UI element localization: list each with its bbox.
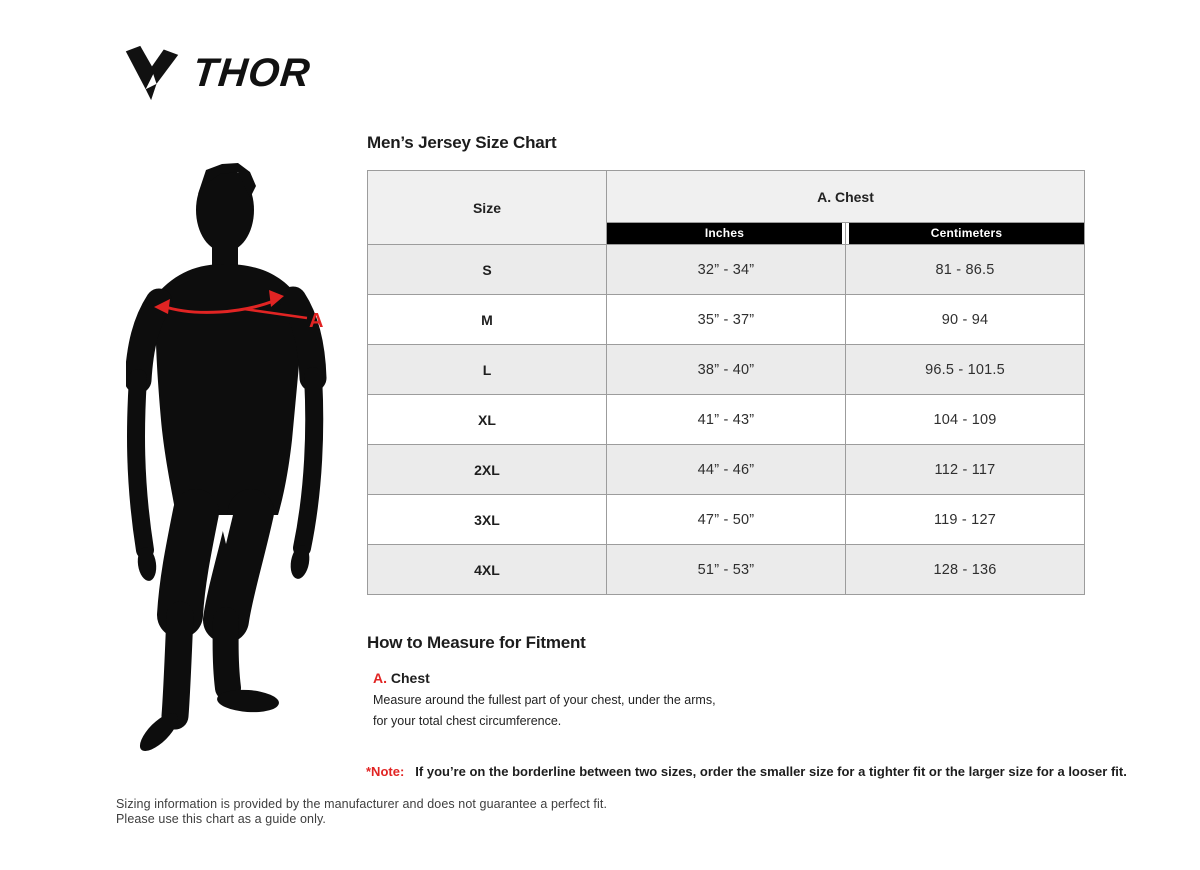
- inches-cell: 41” - 43”: [606, 395, 845, 445]
- size-cell: L: [368, 345, 607, 395]
- male-silhouette-icon: [126, 160, 331, 765]
- centimeters-cell: 119 - 127: [845, 495, 1084, 545]
- measure-item-title: [373, 670, 1087, 686]
- table-row: [368, 545, 1085, 595]
- measure-item-description: Measure around the fullest part of your chest, under the arms, for your total chest circumference.: [373, 693, 716, 728]
- centimeters-cell: 96.5 - 101.5: [845, 345, 1084, 395]
- centimeters-header: Centimeters: [849, 223, 1084, 244]
- centimeters-cell: 81 - 86.5: [845, 245, 1084, 295]
- footer-line-2: Please use this chart as a guide only.: [116, 811, 326, 826]
- table-row: [368, 495, 1085, 545]
- page-title: Men’s Jersey Size Chart: [367, 133, 557, 152]
- size-chart-table: [367, 170, 1085, 595]
- size-cell: 4XL: [368, 545, 607, 595]
- how-to-measure-section: [367, 633, 1087, 731]
- chest-label-a: A: [309, 310, 324, 332]
- inches-cell: 38” - 40”: [606, 345, 845, 395]
- centimeters-header-cell: [845, 223, 1084, 245]
- inches-header-cell: [606, 223, 845, 245]
- centimeters-cell: 112 - 117: [845, 445, 1084, 495]
- table-row: [368, 395, 1085, 445]
- table-row: [368, 245, 1085, 295]
- centimeters-cell: 90 - 94: [845, 295, 1084, 345]
- inches-cell: 47” - 50”: [606, 495, 845, 545]
- inches-cell: 35” - 37”: [606, 295, 845, 345]
- footer-line-1: Sizing information is provided by the manufacturer and does not guarantee a perfect fit.: [116, 797, 608, 811]
- size-chart-table-wrap: [367, 170, 1085, 595]
- inches-cell: 51” - 53”: [606, 545, 845, 595]
- inches-header: Inches: [607, 223, 842, 244]
- measure-heading: How to Measure for Fitment: [367, 633, 586, 652]
- inches-cell: 32” - 34”: [606, 245, 845, 295]
- table-row: [368, 345, 1085, 395]
- table-row: [368, 295, 1085, 345]
- size-cell: XL: [368, 395, 607, 445]
- size-cell: M: [368, 295, 607, 345]
- chest-group-header: A. Chest: [606, 171, 1084, 223]
- table-row: [368, 445, 1085, 495]
- centimeters-cell: 128 - 136: [845, 545, 1084, 595]
- body-silhouette-figure: [126, 160, 331, 765]
- centimeters-cell: 104 - 109: [845, 395, 1084, 445]
- note-prefix: *Note:: [366, 764, 405, 779]
- inches-cell: 44” - 46”: [606, 445, 845, 495]
- measure-item-name: Chest: [390, 670, 430, 686]
- measure-item-key: A.: [373, 670, 387, 686]
- measure-item-chest: [373, 670, 1087, 731]
- sizing-note: [366, 764, 1127, 779]
- size-cell: 3XL: [368, 495, 607, 545]
- thor-logo: [124, 44, 313, 102]
- size-column-header: Size: [368, 171, 607, 245]
- size-cell: S: [368, 245, 607, 295]
- footer-disclaimer: [116, 797, 607, 826]
- thor-horns-icon: [124, 44, 180, 102]
- note-text: If you’re on the borderline between two sizes, order the smaller size for a tighter fit or the larger size for a looser fit.: [415, 764, 1127, 779]
- size-cell: 2XL: [368, 445, 607, 495]
- thor-wordmark: THOR: [190, 51, 313, 95]
